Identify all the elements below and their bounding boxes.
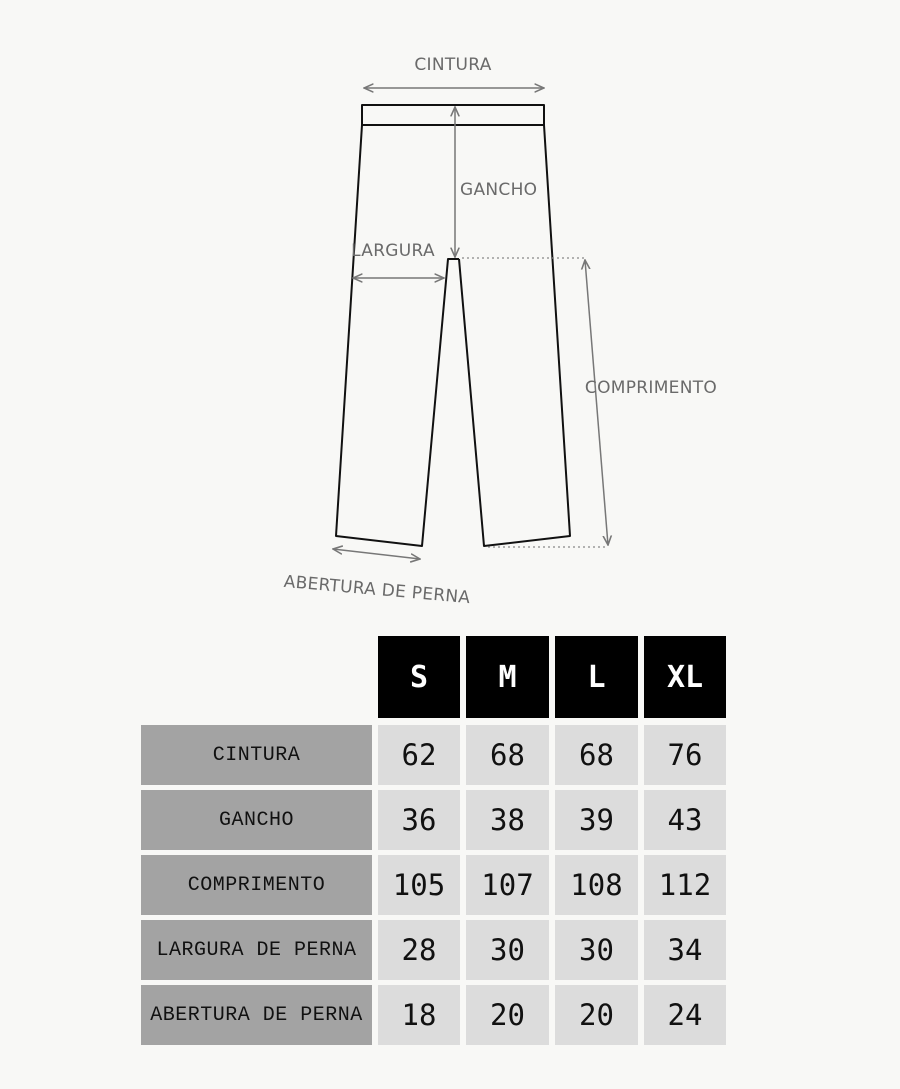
value-rise-m: 38: [466, 790, 549, 850]
value-leg-width-xl: 34: [644, 920, 726, 980]
length-arrow: [585, 260, 608, 545]
row-label-waist: CINTURA: [141, 725, 372, 785]
value-rise-l: 39: [555, 790, 638, 850]
width-label: LARGURA: [351, 241, 435, 261]
value-length-m: 107: [466, 855, 549, 915]
value-leg-opening-xl: 24: [644, 985, 726, 1045]
value-waist-l: 68: [555, 725, 638, 785]
row-label-leg-opening: ABERTURA DE PERNA: [141, 985, 372, 1045]
value-leg-width-s: 28: [378, 920, 460, 980]
value-leg-opening-s: 18: [378, 985, 460, 1045]
left-leg-outline: [336, 125, 459, 546]
pants-outline: [336, 105, 570, 546]
value-leg-width-l: 30: [555, 920, 638, 980]
value-leg-width-m: 30: [466, 920, 549, 980]
leg-opening-arrow: [333, 549, 420, 559]
value-rise-xl: 43: [644, 790, 726, 850]
rise-label: GANCHO: [460, 180, 538, 200]
value-leg-opening-l: 20: [555, 985, 638, 1045]
row-label-leg-width: LARGURA DE PERNA: [141, 920, 372, 980]
size-header-s: S: [378, 636, 460, 718]
value-waist-m: 68: [466, 725, 549, 785]
size-header-xl: XL: [644, 636, 726, 718]
value-length-xl: 112: [644, 855, 726, 915]
value-rise-s: 36: [378, 790, 460, 850]
size-header-m: M: [466, 636, 549, 718]
value-waist-s: 62: [378, 725, 460, 785]
waist-label: CINTURA: [414, 55, 492, 75]
waistband: [362, 105, 544, 125]
value-length-s: 105: [378, 855, 460, 915]
value-leg-opening-m: 20: [466, 985, 549, 1045]
leg-opening-label: ABERTURA DE PERNA: [282, 571, 472, 609]
length-label: COMPRIMENTO: [584, 378, 718, 398]
value-waist-xl: 76: [644, 725, 726, 785]
row-label-length: COMPRIMENTO: [141, 855, 372, 915]
row-label-rise: GANCHO: [141, 790, 372, 850]
value-length-l: 108: [555, 855, 638, 915]
size-header-l: L: [555, 636, 638, 718]
